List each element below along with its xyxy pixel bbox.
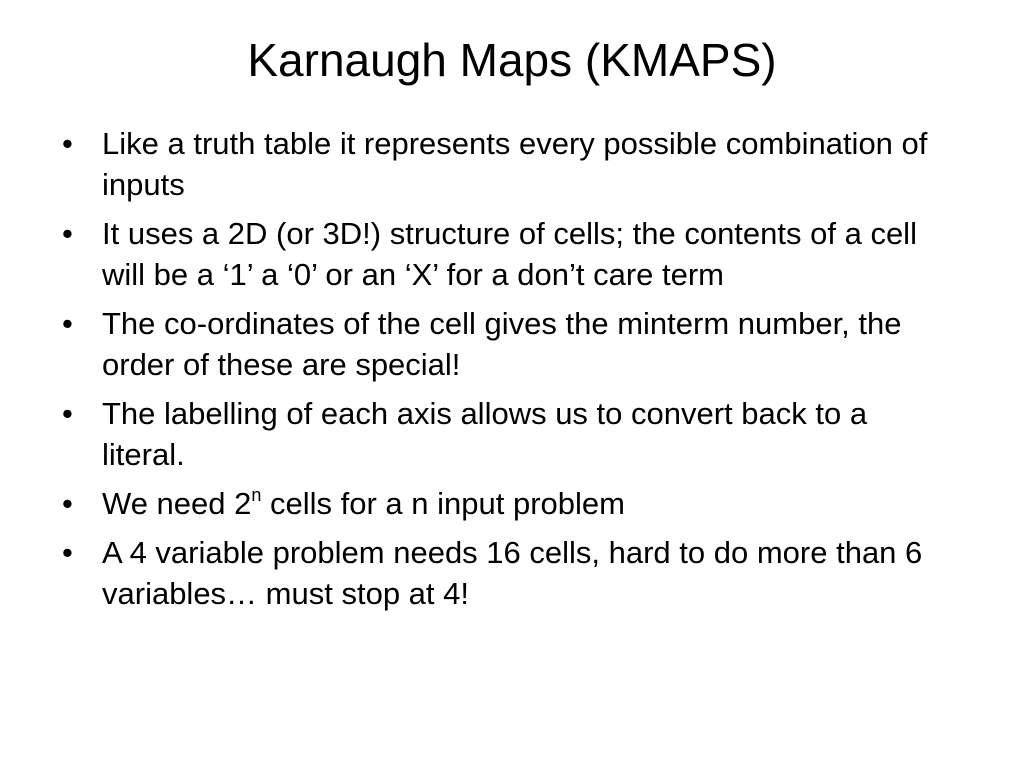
bullet-text: The co-ordinates of the cell gives the minterm number, the order of these are special! bbox=[102, 306, 902, 382]
list-item bbox=[56, 483, 956, 524]
list-item bbox=[56, 393, 956, 475]
list-item bbox=[56, 213, 956, 295]
bullet-icon: • bbox=[62, 216, 73, 251]
bullet-text: Like a truth table it represents every possible combination of inputs bbox=[102, 126, 928, 202]
bullet-icon: • bbox=[62, 486, 73, 521]
bullet-text: It uses a 2D (or 3D!) structure of cells; the contents of a cell will be a ‘1’ a ‘0’ or an ‘X’ for a don’t care term bbox=[102, 216, 917, 292]
bullet-text-pre: We need 2 bbox=[102, 486, 252, 521]
exponent-superscript: n bbox=[251, 484, 262, 505]
bullet-icon: • bbox=[62, 126, 73, 161]
list-item bbox=[56, 532, 956, 614]
list-item bbox=[56, 123, 956, 205]
bullet-list bbox=[56, 123, 956, 622]
list-item bbox=[56, 303, 956, 385]
slide-title: Karnaugh Maps (KMAPS) bbox=[247, 34, 777, 86]
bullet-icon: • bbox=[62, 535, 73, 570]
bullet-icon: • bbox=[62, 396, 73, 431]
bullet-text bbox=[102, 486, 625, 521]
bullet-text: A 4 variable problem needs 16 cells, hard to do more than 6 variables… must stop at 4! bbox=[102, 535, 923, 611]
bullet-icon: • bbox=[62, 306, 73, 341]
bullet-text-post: cells for a n input problem bbox=[261, 486, 625, 521]
bullet-text: The labelling of each axis allows us to convert back to a literal. bbox=[102, 396, 868, 472]
